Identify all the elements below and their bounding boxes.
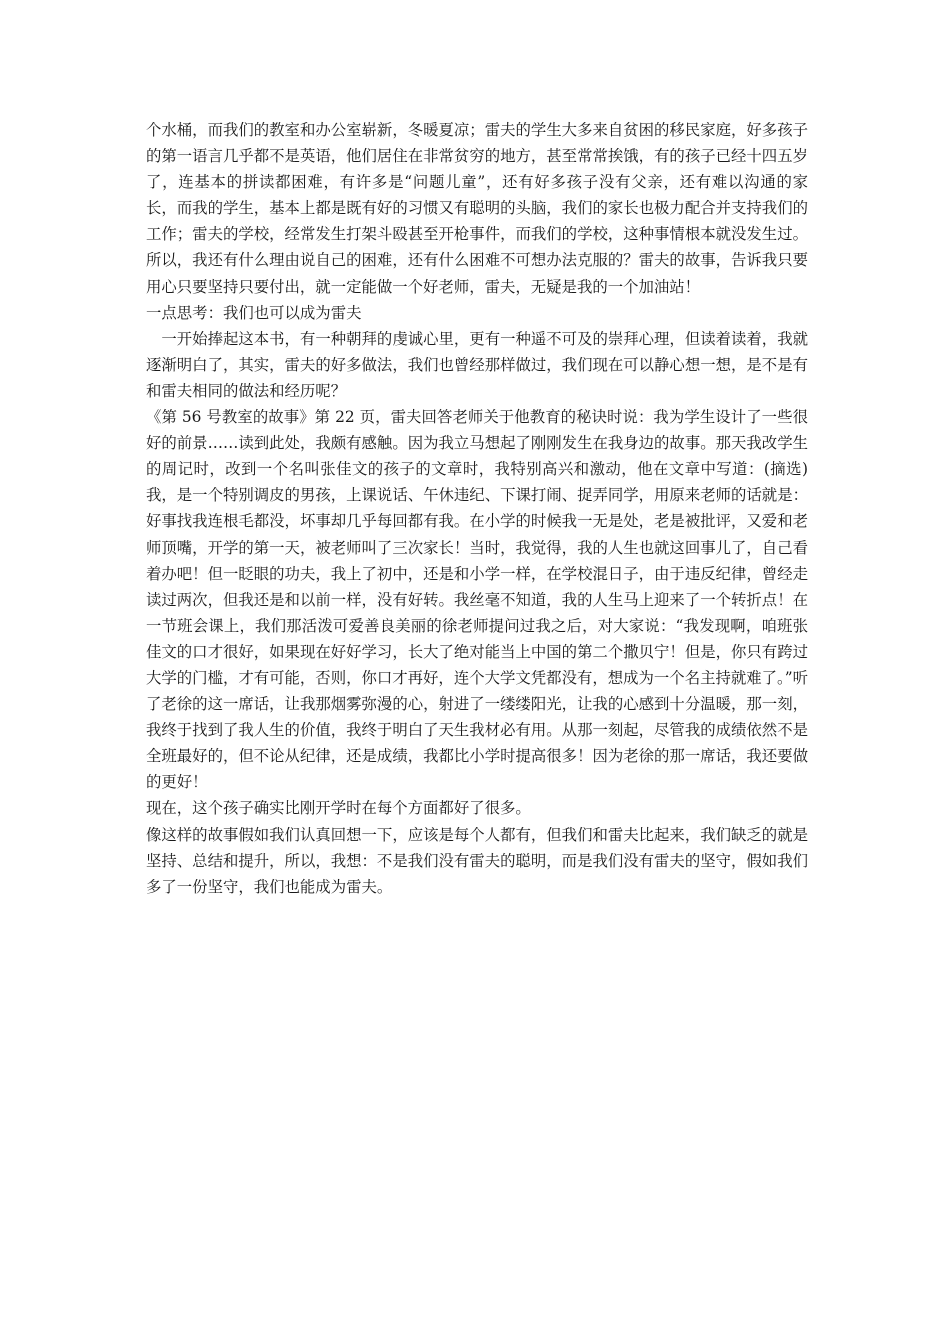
paragraph-comparison: 个水桶，而我们的教室和办公室崭新，冬暖夏凉；雷夫的学生大多来自贫困的移民家庭，好多孩子的第一语言几乎都不是英语，他们居住在非常贫穷的地方，甚至常常挨饿，有的孩子已经十四五岁了，连基本的拼读都困难，有许多是“问题儿童”，还有好多孩子没有父亲，还有难以沟通的家长，而我的学生，基本上都是既有好的习惯又有聪明的头脑，我们的家长也极力配合并支持我们的工作；雷夫的学校，经常发生打架斗殴甚至开枪事件，而我们的学校，这种事情根本就没发生过。所以，我还有什么理由说自己的困难，还有什么困难不可想办法克服的？雷夫的故事，告诉我只要用心只要坚持只要付出，就一定能做一个好老师，雷夫，无疑是我的一个加油站！: [146, 121, 808, 296]
section-heading: 一点思考：我们也可以成为雷夫: [146, 303, 362, 322]
paragraph-conclusion: 像这样的故事假如我们认真回想一下，应该是每个人都有，但我们和雷夫比起来，我们缺乏的就是坚持、总结和提升，所以，我想：不是我们没有雷夫的聪明，而是我们没有雷夫的坚守，假如我们多了一份坚守，我们也能成为雷夫。: [146, 825, 808, 896]
paragraph-reflection: 一开始捧起这本书，有一种朝拜的虔诚心里，更有一种遥不可及的崇拜心理，但读着读着，我就逐渐明白了，其实，雷夫的好多做法，我们也曾经那样做过，我们现在可以静心想一想，是不是有和雷夫相同的做法和经历呢？: [146, 329, 808, 400]
document-body: [146, 117, 808, 900]
paragraph-story: 《第 56 号教室的故事》第 22 页，雷夫回答老师关于他教育的秘诀时说：我为学生设计了一些很好的前景……读到此处，我颇有感触。因为我立马想起了刚刚发生在我身边的故事。那天我改学生的周记时，改到一个名叫张佳文的孩子的文章时，我特别高兴和激动，他在文章中写道：(摘选)我，是一个特别调皮的男孩，上课说话、午休违纪、下课打闹、捉弄同学，用原来老师的话就是：好事找我连根毛都没，坏事却几乎每回都有我。在小学的时候我一无是处，老是被批评，又爱和老师顶嘴，开学的第一天，被老师叫了三次家长！当时，我觉得，我的人生也就这回事儿了，自己看着办吧！但一眨眼的功夫，我上了初中，还是和小学一样，在学校混日子，由于违反纪律，曾经走读过两次，但我还是和以前一样，没有好转。我丝毫不知道，我的人生马上迎来了一个转折点！在一节班会课上，我们那活泼可爱善良美丽的徐老师提问过我之后，对大家说：“我发现啊，咱班张佳文的口才很好，如果现在好好学习，长大了绝对能当上中国的第二个撒贝宁！但是，你只有跨过大学的门槛，才有可能，否则，你口才再好，连个大学文凭都没有，想成为一个名主持就难了。”听了老徐的这一席话，让我那烟雾弥漫的心，射进了一缕缕阳光，让我的心感到十分温暖，那一刻，我终于找到了我人生的价值，我终于明白了天生我材必有用。从那一刻起，尽管我的成绩依然不是全班最好的，但不论从纪律，还是成绩，我都比小学时提高很多！因为老徐的那一席话，我还要做的更好！: [146, 408, 808, 792]
paragraph-outcome: 现在，这个孩子确实比刚开学时在每个方面都好了很多。: [146, 799, 531, 818]
